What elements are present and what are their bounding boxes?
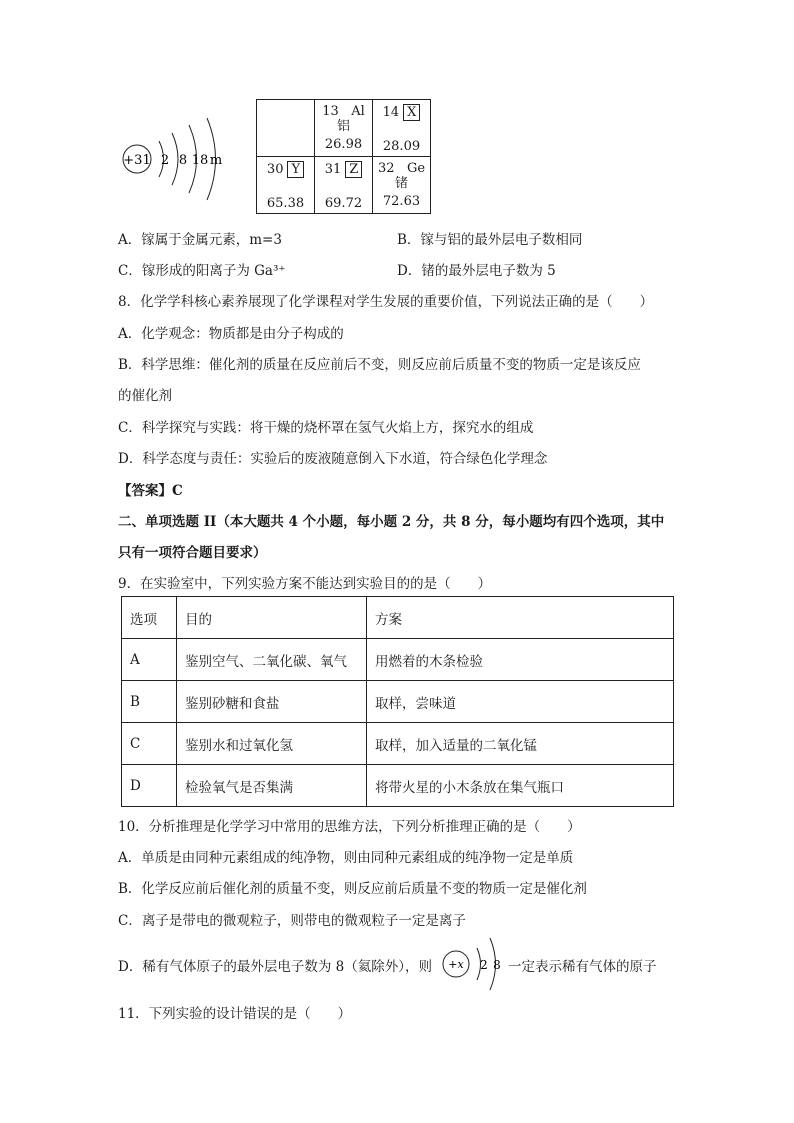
table-row [122,723,674,765]
row-c-option: C [122,723,177,765]
q8-option-c: C．科学探究与实践：将干燥的烧杯罩在氢气火焰上方，探究水的组成 [118,420,534,436]
periodic-table-excerpt [256,99,431,214]
element-cell-x [373,100,431,157]
al-name: 铝 [336,119,350,134]
ge-atomic-number: 32 [377,161,395,176]
ge-mass: 72.63 [382,194,421,209]
shell-3-count: 18 [191,153,209,168]
z-mass: 69.72 [324,196,363,211]
x-atomic-number: 14 [382,105,400,120]
q7-option-a: A．镓属于金属元素，m=3 [118,232,282,248]
q8-option-a: A．化学观念：物质都是由分子构成的 [118,326,344,342]
table-row [122,639,674,681]
shell-2-count: 8 [178,153,188,168]
q8-stem: 8．化学学科核心素养展现了化学课程对学生发展的重要价值，下列说法正确的是（ ） [118,294,654,310]
q11-stem: 11．下列实验的设计错误的是（ ） [118,1006,352,1022]
row-c-plan: 取样，加入适量的二氧化锰 [367,723,674,765]
gallium-atom-diagram [112,112,232,208]
y-atomic-number: 30 [266,162,284,177]
al-mass: 26.98 [324,137,363,152]
q8-option-b-line2: 的催化剂 [118,388,172,404]
noble-nucleus-charge: +x [448,958,464,971]
element-cell-z [315,157,373,214]
q9-stem: 9．在实验室中，下列实验方案不能达到实验目的的是（ ） [118,576,492,592]
section-2-heading-line2: 只有一项符合题目要求） [118,545,267,561]
shell-4-count: m [209,153,223,168]
header-purpose: 目的 [177,597,367,639]
al-atomic-number: 13 [322,104,339,119]
x-mass: 28.09 [382,139,421,154]
header-option: 选项 [122,597,177,639]
q7-option-d: D．锗的最外层电子数为 5 [397,263,556,279]
element-cell-y [257,157,315,214]
y-mass: 65.38 [266,196,305,211]
row-c-purpose: 鉴别水和过氧化氢 [177,723,367,765]
row-a-purpose: 鉴别空气、二氧化碳、氧气 [177,639,367,681]
ge-name: 锗 [394,176,408,191]
atom-nucleus-charge: +31 [123,153,151,168]
row-d-purpose: 检验氧气是否集满 [177,765,367,807]
x-symbol: X [403,104,420,121]
table-header-row [122,597,674,639]
row-b-option: B [122,681,177,723]
al-symbol: Al [351,104,365,119]
q10-option-d-suffix: 一定表示稀有气体的原子 [508,959,657,975]
row-d-option: D [122,765,177,807]
q7-option-b: B．镓与铝的最外层电子数相同 [397,232,583,248]
noble-shell-2-count: 8 [493,958,501,972]
table-row [122,681,674,723]
y-symbol: Y [287,161,304,178]
noble-shell-1-count: 2 [480,958,488,972]
row-b-plan: 取样，尝味道 [367,681,674,723]
shell-1-count: 2 [160,153,170,168]
q10-option-d-prefix: D．稀有气体原子的最外层电子数为 8（氦除外），则 [118,959,432,975]
q10-option-a: A．单质是由同种元素组成的纯净物，则由同种元素组成的纯净物一定是单质 [118,850,574,866]
empty-cell [257,100,315,157]
section-2-heading-line1: 二、单项选题 II（本大题共 4 个小题，每小题 2 分，共 8 分，每小题均有四个选项，其中 [118,514,665,530]
z-atomic-number: 31 [324,162,342,177]
table-row [122,765,674,807]
experiment-table [121,596,674,807]
header-plan: 方案 [367,597,674,639]
q8-option-d: D．科学态度与责任：实验后的废液随意倒入下水道，符合绿色化学理念 [118,451,548,467]
q7-option-c: C．镓形成的阳离子为 Ga³⁺ [118,263,286,279]
ge-symbol: Ge [406,161,426,176]
row-a-option: A [122,639,177,681]
noble-gas-atom-diagram [440,934,510,994]
z-symbol: Z [345,161,362,178]
element-cell-al [315,100,373,157]
row-b-purpose: 鉴别砂糖和食盐 [177,681,367,723]
row-a-plan: 用燃着的木条检验 [367,639,674,681]
q8-option-b-line1: B．科学思维：催化剂的质量在反应前后不变，则反应前后质量不变的物质一定是该反应 [118,357,641,373]
q8-answer: 【答案】C [118,483,183,499]
q10-option-b: B．化学反应前后催化剂的质量不变，则反应前后质量不变的物质一定是催化剂 [118,881,587,897]
row-d-plan: 将带火星的小木条放在集气瓶口 [367,765,674,807]
q10-option-c: C．离子是带电的微观粒子，则带电的微观粒子一定是离子 [118,913,466,929]
element-cell-ge [373,157,431,214]
q10-stem: 10．分析推理是化学学习中常用的思维方法，下列分析推理正确的是（ ） [118,819,581,835]
